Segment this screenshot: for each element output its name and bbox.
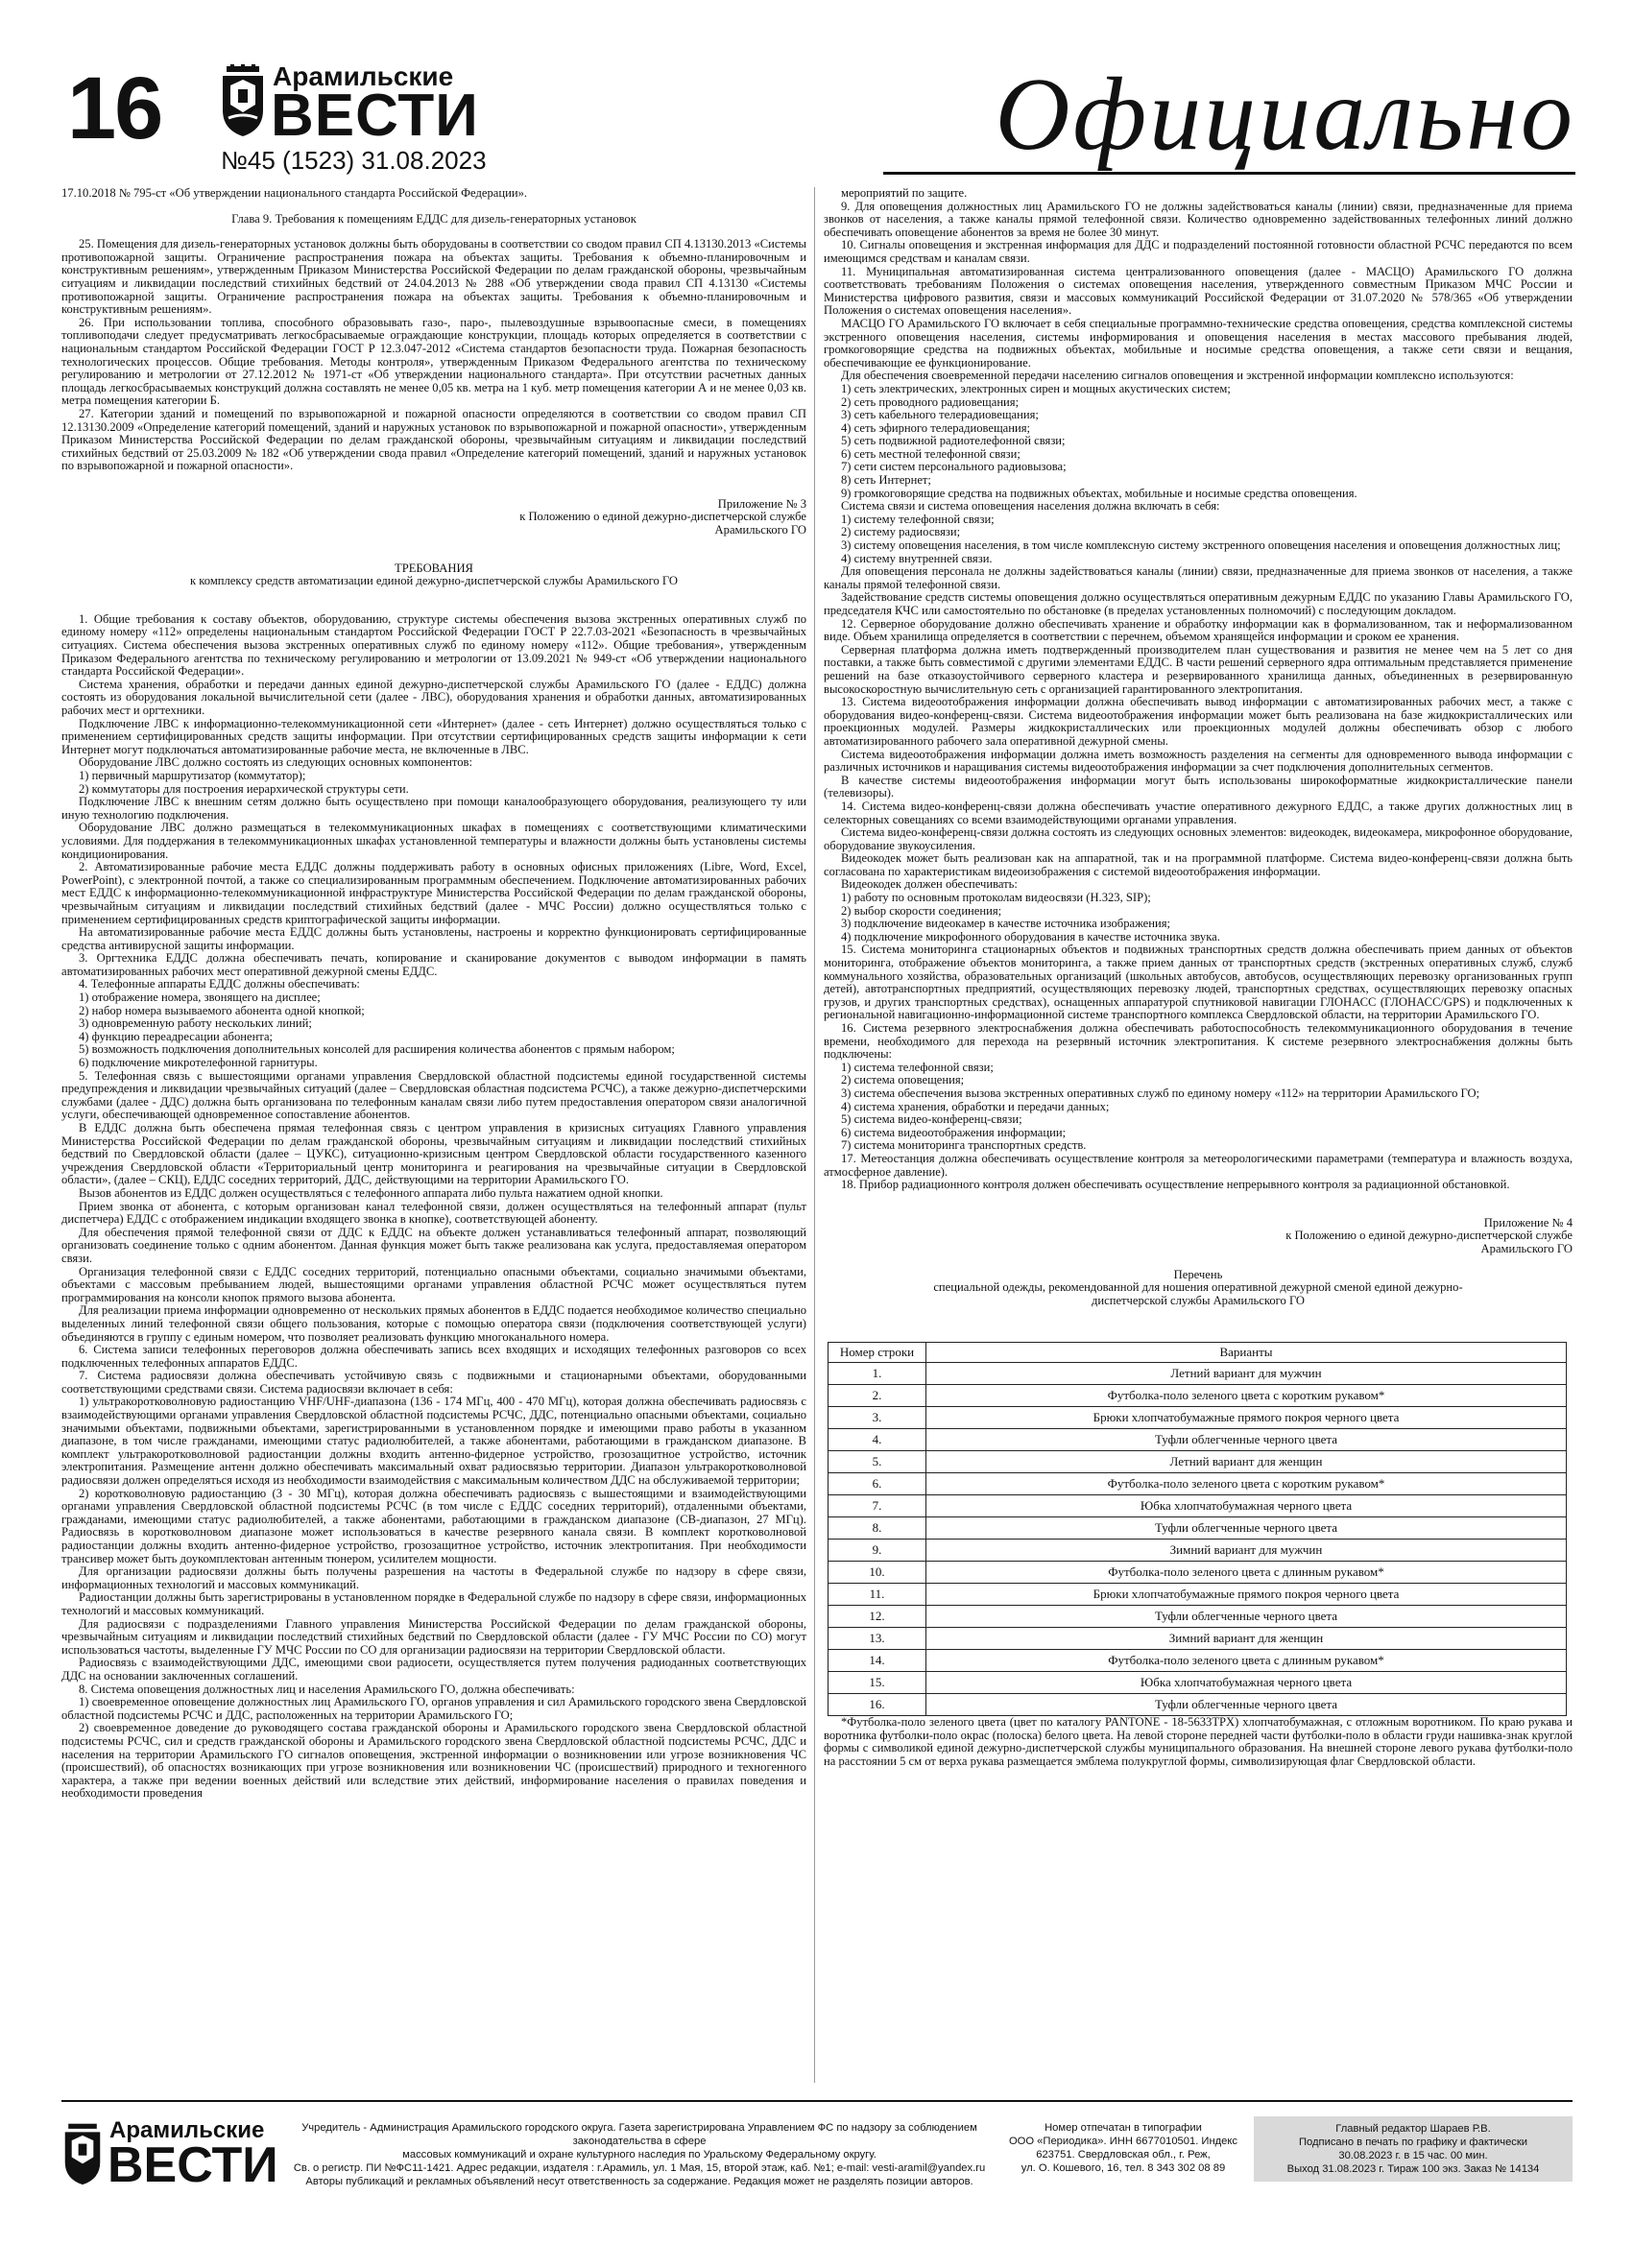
row-variant: Юбка хлопчатобумажная черного цвета [926, 1672, 1567, 1694]
paragraph: 9. Для оповещения должностных лиц Арамильского ГО не должны задействоваться каналы (линии) связи, предназначенные для приема звонков от населения, а также каналы прямой телефонной связи. Количество одновременно задействованных телефонных линий должно обеспечивать оповещение абонентов за время не более 30 минут. [824, 199, 1573, 239]
row-variant: Туфли облегченные черного цвета [926, 1694, 1567, 1716]
header-number: Номер строки [829, 1343, 926, 1363]
table-row [829, 1407, 1567, 1429]
editor-line-3: 30.08.2023 г. в 15 час. 00 мин. [1338, 2150, 1488, 2161]
masthead [67, 53, 1575, 178]
table-row [829, 1672, 1567, 1694]
paragraph: 1) сеть электрических, электронных сирен и мощных акустических систем; [841, 381, 1231, 395]
appendix-3-line-1: Приложение № 3 [717, 496, 806, 511]
paragraph: Система хранения, обработки и передачи данных единой дежурно-диспетчерской службы Арамильского ГО (далее - ЕДДС) должна состоять из оборудования локальной вычислительной сети (далее - ЛВС), оборудования хранения и обработки данных, автоматизированных рабочих мест и оргтехники. [61, 677, 806, 717]
row-variant: Брюки хлопчатобумажные прямого покроя черного цвета [926, 1407, 1567, 1429]
founder-line-1: Учредитель - Администрация Арамильского городского округа. Газета зарегистрирована Управлением ФС по надзору за соблюдением законодательства в сфере [301, 2122, 977, 2147]
row-number: 2. [829, 1385, 926, 1407]
paragraph: Система связи и система оповещения населения должна включать в себя: [841, 499, 1220, 513]
paragraph-26: 26. При использовании топлива, способного образовывать газо-, паро-, пылевоздушные взрывоопасные смеси, в помещениях топливоподачи следует предусматривать легкосбрасываемые ограждающие конструкции, площадь которых определяется в соответствии с национальным стандартом Российской Федерации ГОСТ Р 12.3.047-2012 «Система стандартов безопасности труда. Пожарная безопасность технологических процессов. Общие требования. Методы контроля», утвержденным Приказом Федерального агентства по техническому регулированию и метрологии от 27.12.2012 № 1971-ст «Об утверждении национального стандарта». При отсутствии расчетных данных площадь легкосбрасываемых конструкций должна составлять не менее 0,05 кв. метра на 1 куб. метр помещения категории А и не менее 0,03 кв. метра помещения категории Б. [61, 315, 806, 408]
paragraph: Прием звонка от абонента, с которым организован канал телефонной связи, должен осуществляться на телефонный аппарат (пульт диспетчера) ЕДДС с отображением индикации входящего звонка в кнопке), соответствующей абоненту. [61, 1199, 806, 1227]
founder-line-3: Св. о регистр. ПИ №ФС11-1421. Адрес редакции, издателя : г.Арамиль, ул. 1 Мая, 15, второй этаж, каб. №1; e-mail: vesti-aramil@yandex.ru [293, 2162, 986, 2174]
row-number: 15. [829, 1672, 926, 1694]
paragraph: Оборудование ЛВС должно размещаться в телекоммуникационных шкафах в помещениях с соответствующими климатическими условиями. Для поддержания в телекоммуникационных шкафах установленной температуры и влажности должны быть установлены системы кондиционирования. [61, 821, 806, 861]
paragraph: 1) ультракоротковолновую радиостанцию VHF/UHF-диапазона (136 - 174 МГц, 400 - 470 МГц), которая должна обеспечивать радиосвязь с взаимодействующими органами управления Свердловской областной подсистемы РСЧС, ДДС, потенциально опасными объектами, социально значимыми объектами, подвижными объектами, зарегистрированными в установленном порядке и имеющими право работы в указанном диапазоне, в том числе гражданами, имеющими статус радиолюбителей, а также абонентами, работающими в гражданском диапазоне. В комплект ультракоротковолновой радиостанции должны входить антенно-фидерное устройство, грозозащитное устройство, источник электропитания. Размещение антенн должно обеспечивать максимальный охват радиосвязью территории. Диапазон ультракоротковолновой радиосвязи должен определяться исходя из необходимости взаимодействия с максимальным количеством ДДС на обслуживаемой территории; [61, 1395, 806, 1488]
row-variant: Зимний вариант для женщин [926, 1628, 1567, 1650]
requirements-body-continued [824, 187, 1573, 1192]
paragraph: 4) сеть эфирного телерадиовещания; [841, 420, 1031, 435]
paragraph: 6. Система записи телефонных переговоров должна обеспечивать запись всех входящих и исходящих телефонных разговоров со всех подключенных телефонных аппаратов ЕДДС. [61, 1343, 806, 1370]
paragraph: На автоматизированные рабочие места ЕДДС должны быть установлены, настроены и корректно функционировать сертифицированные средства антивирусной защиты информации. [61, 925, 806, 952]
paragraph: Для реализации приема информации одновременно от нескольких прямых абонентов в ЕДДС подается необходимое количество специально выделенных линий телефонной связи общего пользования, которые с помощью оператора связи (подключения соответствующей услуги) объединяются в группу с единым номером, что позволяет реализовать функцию многоканального номера. [61, 1303, 806, 1344]
footer-founder-info [284, 2121, 995, 2188]
paragraph: Радиостанции должны быть зарегистрированы в установленном порядке в Федеральной службе по надзору в сфере связи, информационных технологий и массовых коммуникаций. [61, 1590, 806, 1617]
appendix-4-line-2: к Положению о единой дежурно-диспетчерской службе [1285, 1229, 1573, 1243]
paragraph: 18. Прибор радиационного контроля должен обеспечивать осуществление непрерывного контроля за радиационной обстановкой. [841, 1178, 1510, 1192]
paragraph: 11. Муниципальная автоматизированная система централизованного оповещения (далее - МАСЦО) Арамильского ГО должна соответствовать требованиям Положения о системах оповещения населения, утвержденного совместным Приказом МЧС России и Министерства цифрового развития, связи и массовых коммуникаций Российской Федерации от 31.07.2020 № 578/365 «Об утверждении Положения о системах оповещения населения». [824, 264, 1573, 318]
row-variant: Футболка-поло зеленого цвета с коротким рукавом* [926, 1385, 1567, 1407]
row-number: 13. [829, 1628, 926, 1650]
table-row [829, 1606, 1567, 1628]
paragraph: 1. Общие требования к составу объектов, оборудованию, структуре системы обеспечения вызова экстренных оперативных служб по единому номеру «112» определены национальным стандартом Российской Федерации ГОСТ Р 22.7.03-2021 «Безопасность в чрезвычайных ситуациях. Система обеспечения вызова экстренных оперативных служб по единому номеру «112». Общие требования», утвержденным Приказом Федерального агентства по техническому регулированию и метрологии от 13.09.2021 № 949-ст «Об утверждении национального стандарта Российской Федерации». [61, 611, 806, 679]
footer-crest-icon [63, 2118, 102, 2189]
editor-line-1: Главный редактор Шараев Р.В. [1335, 2123, 1491, 2135]
brand-main: ВЕСТИ [271, 83, 479, 149]
paragraph: 4) подключение микрофонного оборудования в качестве источника звука. [841, 929, 1220, 943]
paragraph: Видеокодек может быть реализован как на аппаратной, так и на программной платформе. Система видео-конференц-связи должна быть согласована по характеристикам видеоизображения с системой видеоотображения информации. [824, 851, 1573, 878]
row-variant: Летний вариант для женщин [926, 1451, 1567, 1473]
editor-line-4: Выход 31.08.2023 г. Тираж 100 экз. Заказ № 14134 [1286, 2163, 1540, 2175]
paragraph: В ЕДДС должна быть обеспечена прямая телефонная связь с центром управления в кризисных ситуациях Главного управления Министерства Российской Федерации по делам гражданской обороны, чрезвычайным ситуациям и ликвидации последствий стихийных бедствий по Свердловской области (далее – ЦУКС), ситуационно-кризисным центром Свердловской области государственного казенного учреждения Свердловской области «Территориальный центр мониторинга и реагирования на чрезвычайные ситуации в Свердловской области», (далее – СКЦ), ЕДДС соседних территорий, ДДС, действующими на территории Арамильского ГО. [61, 1121, 806, 1187]
paragraph: Система видео-конференц-связи должна состоять из следующих основных элементов: видеокодек, видеокамера, микрофонное оборудование, оборудование звукоусиления. [824, 825, 1573, 852]
row-number: 12. [829, 1606, 926, 1628]
appendix-4-line-1: Приложение № 4 [1483, 1215, 1573, 1229]
paragraph: 5) сеть подвижной радиотелефонной связи; [841, 434, 1066, 448]
print-line-4: ул. О. Кошевого, 16, тел. 8 343 302 08 89 [1021, 2162, 1226, 2174]
paragraph: 4. Телефонные аппараты ЕДДС должны обеспечивать: [79, 977, 360, 991]
footer-rule [61, 2100, 1573, 2102]
row-variant: Юбка хлопчатобумажная черного цвета [926, 1495, 1567, 1517]
row-number: 1. [829, 1363, 926, 1385]
paragraph: Подключение ЛВС к информационно-телекоммуникационной сети «Интернет» (далее - сеть Интернет) должно осуществляться только с применением сертифицированных средств защиты информации. При отсутствии сертифицированных средств защиты информации к сети Интернет могут подключаться автоматизированные рабочие места, не включенные в ЛВС. [61, 716, 806, 756]
row-variant: Футболка-поло зеленого цвета с длинным рукавом* [926, 1650, 1567, 1672]
paragraph: Серверная платформа должна иметь подтвержденный производителем план существования и развития не менее чем на 5 лет со дня поставки, а также быть совместимой с другими элементами ЕДДС. В части решений серверного ядра оптимальным представляется применение решений на базе отказоустойчивого серверного кластера и резервированного хранилища данных, объединенных в резервированную высокоскоростную вычислительную сеть с организацией гарантированного электропитания. [824, 642, 1573, 696]
founder-line-4: Авторы публикаций и рекламных объявлений несут ответственность за содержание. Редакция может не разделять позиции авторов. [305, 2176, 973, 2187]
paragraph: 7. Система радиосвязи должна обеспечивать устойчивую связь с подвижными и стационарными объектами, оборудованными соответствующими средствами связи. Система радиосвязи включает в себя: [61, 1369, 806, 1396]
row-variant: Брюки хлопчатобумажные прямого покроя черного цвета [926, 1584, 1567, 1606]
editor-line-2: Подписано в печать по графику и фактически [1298, 2137, 1528, 2148]
table-row [829, 1540, 1567, 1562]
row-number: 10. [829, 1562, 926, 1584]
table-row [829, 1495, 1567, 1517]
row-number: 6. [829, 1473, 926, 1495]
paragraph-27: 27. Категории зданий и помещений по взрывопожарной и пожарной опасности определяются в соответствии со сводом правил СП 12.13130.2009 «Определение категорий помещений, зданий и наружных установок по взрывопожарной и пожарной опасности», утвержденным Приказом Министерства Российской Федерации по делам гражданской обороны, чрезвычайным ситуациям и ликвидации последствий стихийных бедствий от 25.03.2009 № 182 «Об утверждении свода правил «Определение категорий помещений, зданий и наружных установок по взрывопожарной и пожарной опасности». [61, 406, 806, 473]
paragraph: 4) систему внутренней связи. [841, 551, 993, 565]
requirements-title: ТРЕБОВАНИЯ [395, 561, 473, 575]
paragraph: 6) сеть местной телефонной связи; [841, 446, 1021, 461]
print-line-2: ООО «Периодика». ИНН 6677010501. Индекс [1008, 2136, 1238, 2147]
row-number: 8. [829, 1517, 926, 1540]
paragraph: 3) система обеспечения вызова экстренных оперативных служб по единому номеру «112» на территории Арамильского ГО; [841, 1086, 1480, 1100]
table-row [829, 1363, 1567, 1385]
paragraph: 4) система хранения, обработки и передачи данных; [841, 1099, 1110, 1113]
appendix-3-line-2: к Положению о единой дежурно-диспетчерской службе [519, 510, 806, 524]
paragraph: 1) своевременное оповещение должностных лиц Арамильского ГО, органов управления и сил Арамильского городского звена Свердловской областной подсистемы РСЧС и ДДС, расположенных на территории Арамильского ГО; [61, 1695, 806, 1722]
row-variant: Туфли облегченные черного цвета [926, 1517, 1567, 1540]
print-line-3: 623751. Свердловская обл., г. Реж, [1036, 2149, 1211, 2161]
paragraph: 2) сеть проводного радиовещания; [841, 394, 1020, 409]
paragraph: 6) система видеоотображения информации; [841, 1125, 1067, 1139]
paragraph: 5) возможность подключения дополнительных консолей для расширения количества абонентов с прямым набором; [79, 1042, 675, 1057]
left-column [61, 187, 806, 2107]
paragraph: 2) коммутаторы для построения иерархической структуры сети. [79, 781, 409, 796]
row-variant: Туфли облегченные черного цвета [926, 1606, 1567, 1628]
row-number: 4. [829, 1429, 926, 1451]
paragraph: 8) сеть Интернет; [841, 473, 931, 488]
row-number: 16. [829, 1694, 926, 1716]
paragraph: 8. Система оповещения должностных лиц и населения Арамильского ГО, должна обеспечивать: [79, 1682, 575, 1696]
row-number: 11. [829, 1584, 926, 1606]
paragraph: 2) своевременное доведение до руководящего состава гражданской обороны и Арамильского городского звена Свердловской областной подсистемы РСЧС, сил и средств гражданской обороны и Арамильского городского звена Свердловской областной подсистемы РСЧС, ДДС и населения на территории Арамильского ГО сигналов оповещения, экстренной информации о возникновении или угрозе возникновения ЧС (происшествий), об опасностях возникающих при угрозе возникновения или возникновении ЧС (происшествий) природного и техногенного характера, а также при ведении военных действий или вследствие этих действий, информирование населения о правилах поведения и необходимости проведения [61, 1721, 806, 1801]
table-row [829, 1628, 1567, 1650]
footer-brand-main: ВЕСТИ [108, 2137, 278, 2193]
paragraph: 2) набор номера вызываемого абонента одной кнопкой; [79, 1003, 365, 1017]
paragraph: 17. Метеостанция должна обеспечивать осуществление контроля за метеорологическими параметрами (температура и влажность воздуха, атмосферное давление). [824, 1151, 1573, 1179]
paragraph: 1) работу по основным протоколам видеосвязи (H.323, SIP); [841, 891, 1151, 905]
paragraph: 2) система оповещения; [841, 1073, 965, 1087]
paragraph: 3) одновременную работу нескольких линий; [79, 1016, 312, 1031]
table-row [829, 1694, 1567, 1716]
paragraph: Задействование средств системы оповещения должно осуществляться оперативным дежурным ЕДДС по указанию Главы Арамильского ГО, председателя КЧС или самостоятельно по обстановке (в пределах установленных полномочий) с последующим докладом. [824, 590, 1573, 617]
paragraph: 2. Автоматизированные рабочие места ЕДДС должны поддерживать работу в основных офисных приложениях (Libre, Word, Excel, PowerPoint), с электронной почтой, а также со специализированным программным обеспечением. Подключение автоматизированных рабочих мест ЕДДС к информационно-телекоммуникационной инфраструктуре Министерства Российской Федерации по делам гражданской обороны, чрезвычайным ситуациям и ликвидации последствий стихийных бедствий (далее - МЧС России) должно осуществляться только с применением сертифицированных средств криптографической защиты информации. [61, 860, 806, 926]
paragraph: 14. Система видео-конференц-связи должна обеспечивать участие оперативного дежурного ЕДДС, а также других должностных лиц в селекторных совещаниях со всеми взаимодействующими органами управления. [824, 799, 1573, 826]
footer-brand-top: Арамильские [109, 2117, 265, 2143]
row-variant: Летний вариант для мужчин [926, 1363, 1567, 1385]
paragraph: 7) сети систем персонального радиовызова; [841, 460, 1067, 474]
requirements-subtitle: к комплексу средств автоматизации единой дежурно-диспетчерской службы Арамильского ГО [190, 574, 678, 588]
paragraph: Система видеоотображения информации должна иметь возможность разделения на сегменты для одновременного вывода информации с различных источников и наращивания системы видеоотображения информации за счет подключения дополнительных сегментов. [824, 747, 1573, 775]
paragraph: 13. Система видеоотображения информации должна обеспечивать вывод информации с автоматизированных рабочих мест, а также с оборудования видео-конференц-связи. Система видеоотображения информации может быть реализована на базе жидкокристаллических или проекционных модулей. Размеры жидкокристаллических или проекционных модулей должны обеспечивать обзор с любого автоматизированного рабочего зала оперативной дежурной смены. [824, 695, 1573, 748]
table-row [829, 1385, 1567, 1407]
paragraph: Вызов абонентов из ЕДДС должен осуществляться с телефонного аппарата либо пульта нажатием одной кнопки. [79, 1185, 663, 1200]
table-row [829, 1562, 1567, 1584]
row-number: 3. [829, 1407, 926, 1429]
table-row [829, 1429, 1567, 1451]
page-number: 16 [67, 60, 162, 157]
paragraph: 5. Телефонная связь с вышестоящими органами управления Свердловской областной подсистемы единой государственной системы предупреждения и ликвидации чрезвычайных ситуаций (далее – Свердловская областная подсистема РСЧС), а также дежурно-диспетчерскими службами (далее - ДДС) должна быть организована по телефонным каналам связи либо путем предоставления оператором связи аналогичной услуги, обеспечивающей одновременное сопоставление абонентов. [61, 1068, 806, 1122]
paragraph: 12. Серверное оборудование должно обеспечивать хранение и обработку информации как в формализованном, так и неформализованном виде. Объем хранилища определяется в соответствии с перечнем, объемом хранящейся информации и сроком ее хранения. [824, 616, 1573, 644]
paragraph: мероприятий по защите. [841, 186, 968, 200]
table-row [829, 1451, 1567, 1473]
founder-line-2: массовых коммуникаций и охране культурного наследия по Уральскому Федеральному округу. [402, 2149, 877, 2161]
paragraph: 6) подключение микротелефонной гарнитуры. [79, 1056, 318, 1070]
paragraph: 15. Система мониторинга стационарных объектов и подвижных транспортных средств должна обеспечивать прием данных от объектов мониторинга, отображение объектов мониторинга, а также прием данных от транспортных средств (экстренных оперативных служб, служб коммунального хозяйства, образовательных организаций (школьных автобусов, автобусов, осуществляющих перевозку организованных групп детей), автотранспортных предприятий, осуществляющих перевозку людей, транспортных средствах, осуществляющих перевозку опасных грузов, и других транспортных средствах), оснащенных аппаратурой спутниковой навигации ГЛОНАСС (ГЛОНАСС/GPS) и подключенных к региональной навигационно-информационной системе транспортного комплекса Свердловской области, на территории Арамильского ГО. [824, 943, 1573, 1022]
brand-top: Арамильские [273, 61, 454, 91]
paragraph: Для оповещения персонала не должны задействоваться каналы (линии) связи, предназначенные для приема звонков от населения, а также каналы прямой телефонной связи. [824, 564, 1573, 591]
row-number: 5. [829, 1451, 926, 1473]
clothing-table [828, 1342, 1567, 1716]
issue-line: №45 (1523) 31.08.2023 [221, 146, 487, 175]
table-row [829, 1650, 1567, 1672]
paragraph: 10. Сигналы оповещения и экстренная информация для ДДС и подразделений постоянной готовности областной РСЧС передаются по всем имеющимся средствам и каналам связи. [824, 238, 1573, 265]
paragraph: 1) система телефонной связи; [841, 1060, 994, 1074]
paragraph: Подключение ЛВС к внешним сетям должно быть осуществлено при помощи каналообразующего оборудования, реализующего ту или иную технологию подключения. [61, 795, 806, 822]
paragraph: 4) функцию переадресации абонента; [79, 1029, 274, 1043]
paragraph: Радиосвязь с взаимодействующими ДДС, имеющими свои радиосети, осуществляется путем получения радиоданных соответствующих ДДС на основании заключенных соглашений. [61, 1656, 806, 1683]
row-variant: Футболка-поло зеленого цвета с длинным рукавом* [926, 1562, 1567, 1584]
section-title: Официально [995, 58, 1575, 172]
table-row [829, 1584, 1567, 1606]
header-rule [883, 172, 1575, 175]
paragraph: Для обеспечения своевременной передачи населению сигналов оповещения и экстренной информации комплексно используются: [841, 369, 1514, 383]
table-row [829, 1517, 1567, 1540]
paragraph: В качестве системы видеоотображения информации могут быть использованы широкоформатные жидкокристаллические панели (телевизоры). [824, 773, 1573, 800]
footer-editor-info [1254, 2116, 1573, 2182]
row-variant: Зимний вариант для мужчин [926, 1540, 1567, 1562]
paragraph: Для организации радиосвязи должны быть получены разрешения на частоты в Федеральной службе по надзору в сфере связи, информационных технологий и массовых коммуникаций. [61, 1564, 806, 1591]
chapter-9-title: Глава 9. Требования к помещениям ЕДДС для дизель-генераторных установок [231, 211, 636, 226]
table-footnote: *Футболка-поло зеленого цвета (цвет по каталогу PANTONE - 18-5633TPX) хлопчатобумажная, с отложным воротником. По краю рукава и воротника футболки-поло окрас (полоска) белого цвета. На левой стороне передней части футболки-поло в области груди нашивка-знак круглой формы с символикой единой дежурно-диспетчерской службы муниципального образования. На внешней стороне левого рукава футболки-поло на расстоянии 5 см от верха рукава размещается эмблема полукруглой формы, символизирующая флаг Свердловской области. [824, 1715, 1573, 1769]
row-number: 7. [829, 1495, 926, 1517]
paragraph: МАСЦО ГО Арамильского ГО включает в себя специальные программно-технические средства оповещения, средства комплексной системы экстренного оповещения населения, системы информирования и оповещения населения в местах массового пребывания людей, громкоговорящие средства на подвижных объектах, мобильные и носимые средства оповещения, а также сети связи и вещания, обеспечивающие ее функционирование. [824, 316, 1573, 370]
paragraph: 3) подключение видеокамер в качестве источника изображения; [841, 917, 1170, 931]
paragraph: 3) систему оповещения населения, в том числе комплексную систему экстренного оповещения населения и оповещения должностных лиц; [841, 538, 1561, 553]
row-number: 14. [829, 1650, 926, 1672]
header-variants: Варианты [926, 1343, 1567, 1363]
paragraph: 9) громкоговорящие средства на подвижных объектах, мобильные и носимые средства оповещения. [841, 486, 1357, 500]
paragraph: Оборудование ЛВС должно состоять из следующих основных компонентов: [79, 755, 472, 770]
table-row [829, 1473, 1567, 1495]
column-divider [814, 187, 815, 2083]
print-line-1: Номер отпечатан в типографии [1045, 2122, 1202, 2134]
paragraph: Для обеспечения прямой телефонной связи от ДДС к ЕДДС на объекте должен устанавливаться телефонный аппарат, позволяющий организовать соединение только с одним абонентом. Данная функция может быть также реализована как услуга, предоставляемая оператором связи. [61, 1225, 806, 1265]
paragraph: 2) выбор скорости соединения; [841, 903, 1002, 918]
footer-print-info [1008, 2121, 1238, 2175]
paragraph: 3. Оргтехника ЕДДС должна обеспечивать печать, копирование и сканирование документов с выводом информации в память автоматизированных рабочих мест оперативной дежурной смены ЕДДС. [61, 951, 806, 978]
paragraph: Организация телефонной связи с ЕДДС соседних территорий, потенциально опасными объектами, социально значимыми объектами, объектами с массовым пребыванием людей, вышестоящими органами управления областной РСЧС может осуществляться путем программирования на консоли кнопок прямого вызова абонента. [61, 1264, 806, 1304]
city-crest-icon [221, 64, 265, 137]
appendix-3-line-3: Арамильского ГО [714, 523, 806, 537]
paragraph: 3) сеть кабельного телерадиовещания; [841, 408, 1039, 422]
list-title: Перечень [1173, 1267, 1223, 1281]
requirements-body [61, 613, 806, 1801]
paragraph: 2) систему радиосвязи; [841, 525, 961, 539]
appendix-4-line-3: Арамильского ГО [1480, 1241, 1573, 1255]
paragraph: 5) система видео-конференц-связи; [841, 1112, 1022, 1127]
paragraph: 2) коротковолновую радиостанцию (3 - 30 МГц), которая должна обеспечивать радиосвязь с вышестоящими и взаимодействующими органами управления Свердловской областной подсистемы РСЧС (в том числе с ЕДДС соседних территорий), отдаленными объектами, гражданами, имеющими статус радиолюбителей, а также абонентами, работающими в гражданском диапазоне (СВ-диапазон, 27 МГц). Радиосвязь в коротковолновом диапазоне может использоваться в качестве резервного канала связи. В комплект коротковолновой радиостанции должны входить антенно-фидерное устройство, грозозащитное устройство, источник электропитания. При необходимости трансивер может быть доукомплектован антенным тюнером, усилителем мощности. [61, 1486, 806, 1565]
footer-logo [63, 2116, 278, 2195]
intro-line: 17.10.2018 № 795-ст «Об утверждении национального стандарта Российской Федерации». [61, 186, 528, 200]
paragraph: 1) первичный маршрутизатор (коммутатор); [79, 768, 306, 782]
paragraph-25: 25. Помещения для дизель-генераторных установок должны быть оборудованы в соответствии со сводом правил СП 4.13130.2013 «Системы противопожарной защиты. Ограничение распространения пожара на объектах защиты. Требования к объемно-планировочным и конструктивным решениям», утвержденным Приказом Министерства Российской Федерации по делам гражданской обороны, чрезвычайным ситуациям и ликвидации последствий стихийных бедствий от 24.04.2013 № 288 «Об утверждении свода правил СП 4.13130 «Системы противопожарной защиты. Ограничение распространения пожара на объектах защиты. Требования к объемно-планировочным и конструктивным решениям». [61, 237, 806, 317]
row-number: 9. [829, 1540, 926, 1562]
paragraph: Видеокодек должен обеспечивать: [841, 877, 1018, 892]
paragraph: Для радиосвязи с подразделениями Главного управления Министерства Российской Федерации по делам гражданской обороны, чрезвычайным ситуациям и ликвидации последствий стихийных бедствий по Свердловской области (далее - ГУ МЧС России по СО) могут использоваться частоты, выделенные ГУ МЧС России по СО для организации радиосвязи на территории Свердловской области. [61, 1616, 806, 1657]
paragraph: 16. Система резервного электроснабжения должна обеспечивать работоспособность телекоммуникационного оборудования в течение времени, необходимого для перехода на резервный источник электропитания. К системе резервного электроснабжения должны быть подключены: [824, 1021, 1573, 1062]
list-subtitle: специальной одежды, рекомендованной для ношения оперативной дежурной сменой единой дежурно-диспетчерской службы Арамильского ГО [933, 1280, 1463, 1307]
paragraph: 7) система мониторинга транспортных средств. [841, 1138, 1087, 1153]
paragraph: 1) отображение номера, звонящего на дисплее; [79, 991, 321, 1005]
paragraph: 1) систему телефонной связи; [841, 512, 995, 526]
right-column [824, 187, 1573, 2107]
row-variant: Футболка-поло зеленого цвета с коротким рукавом* [926, 1473, 1567, 1495]
table-header-row [829, 1343, 1567, 1363]
row-variant: Туфли облегченные черного цвета [926, 1429, 1567, 1451]
